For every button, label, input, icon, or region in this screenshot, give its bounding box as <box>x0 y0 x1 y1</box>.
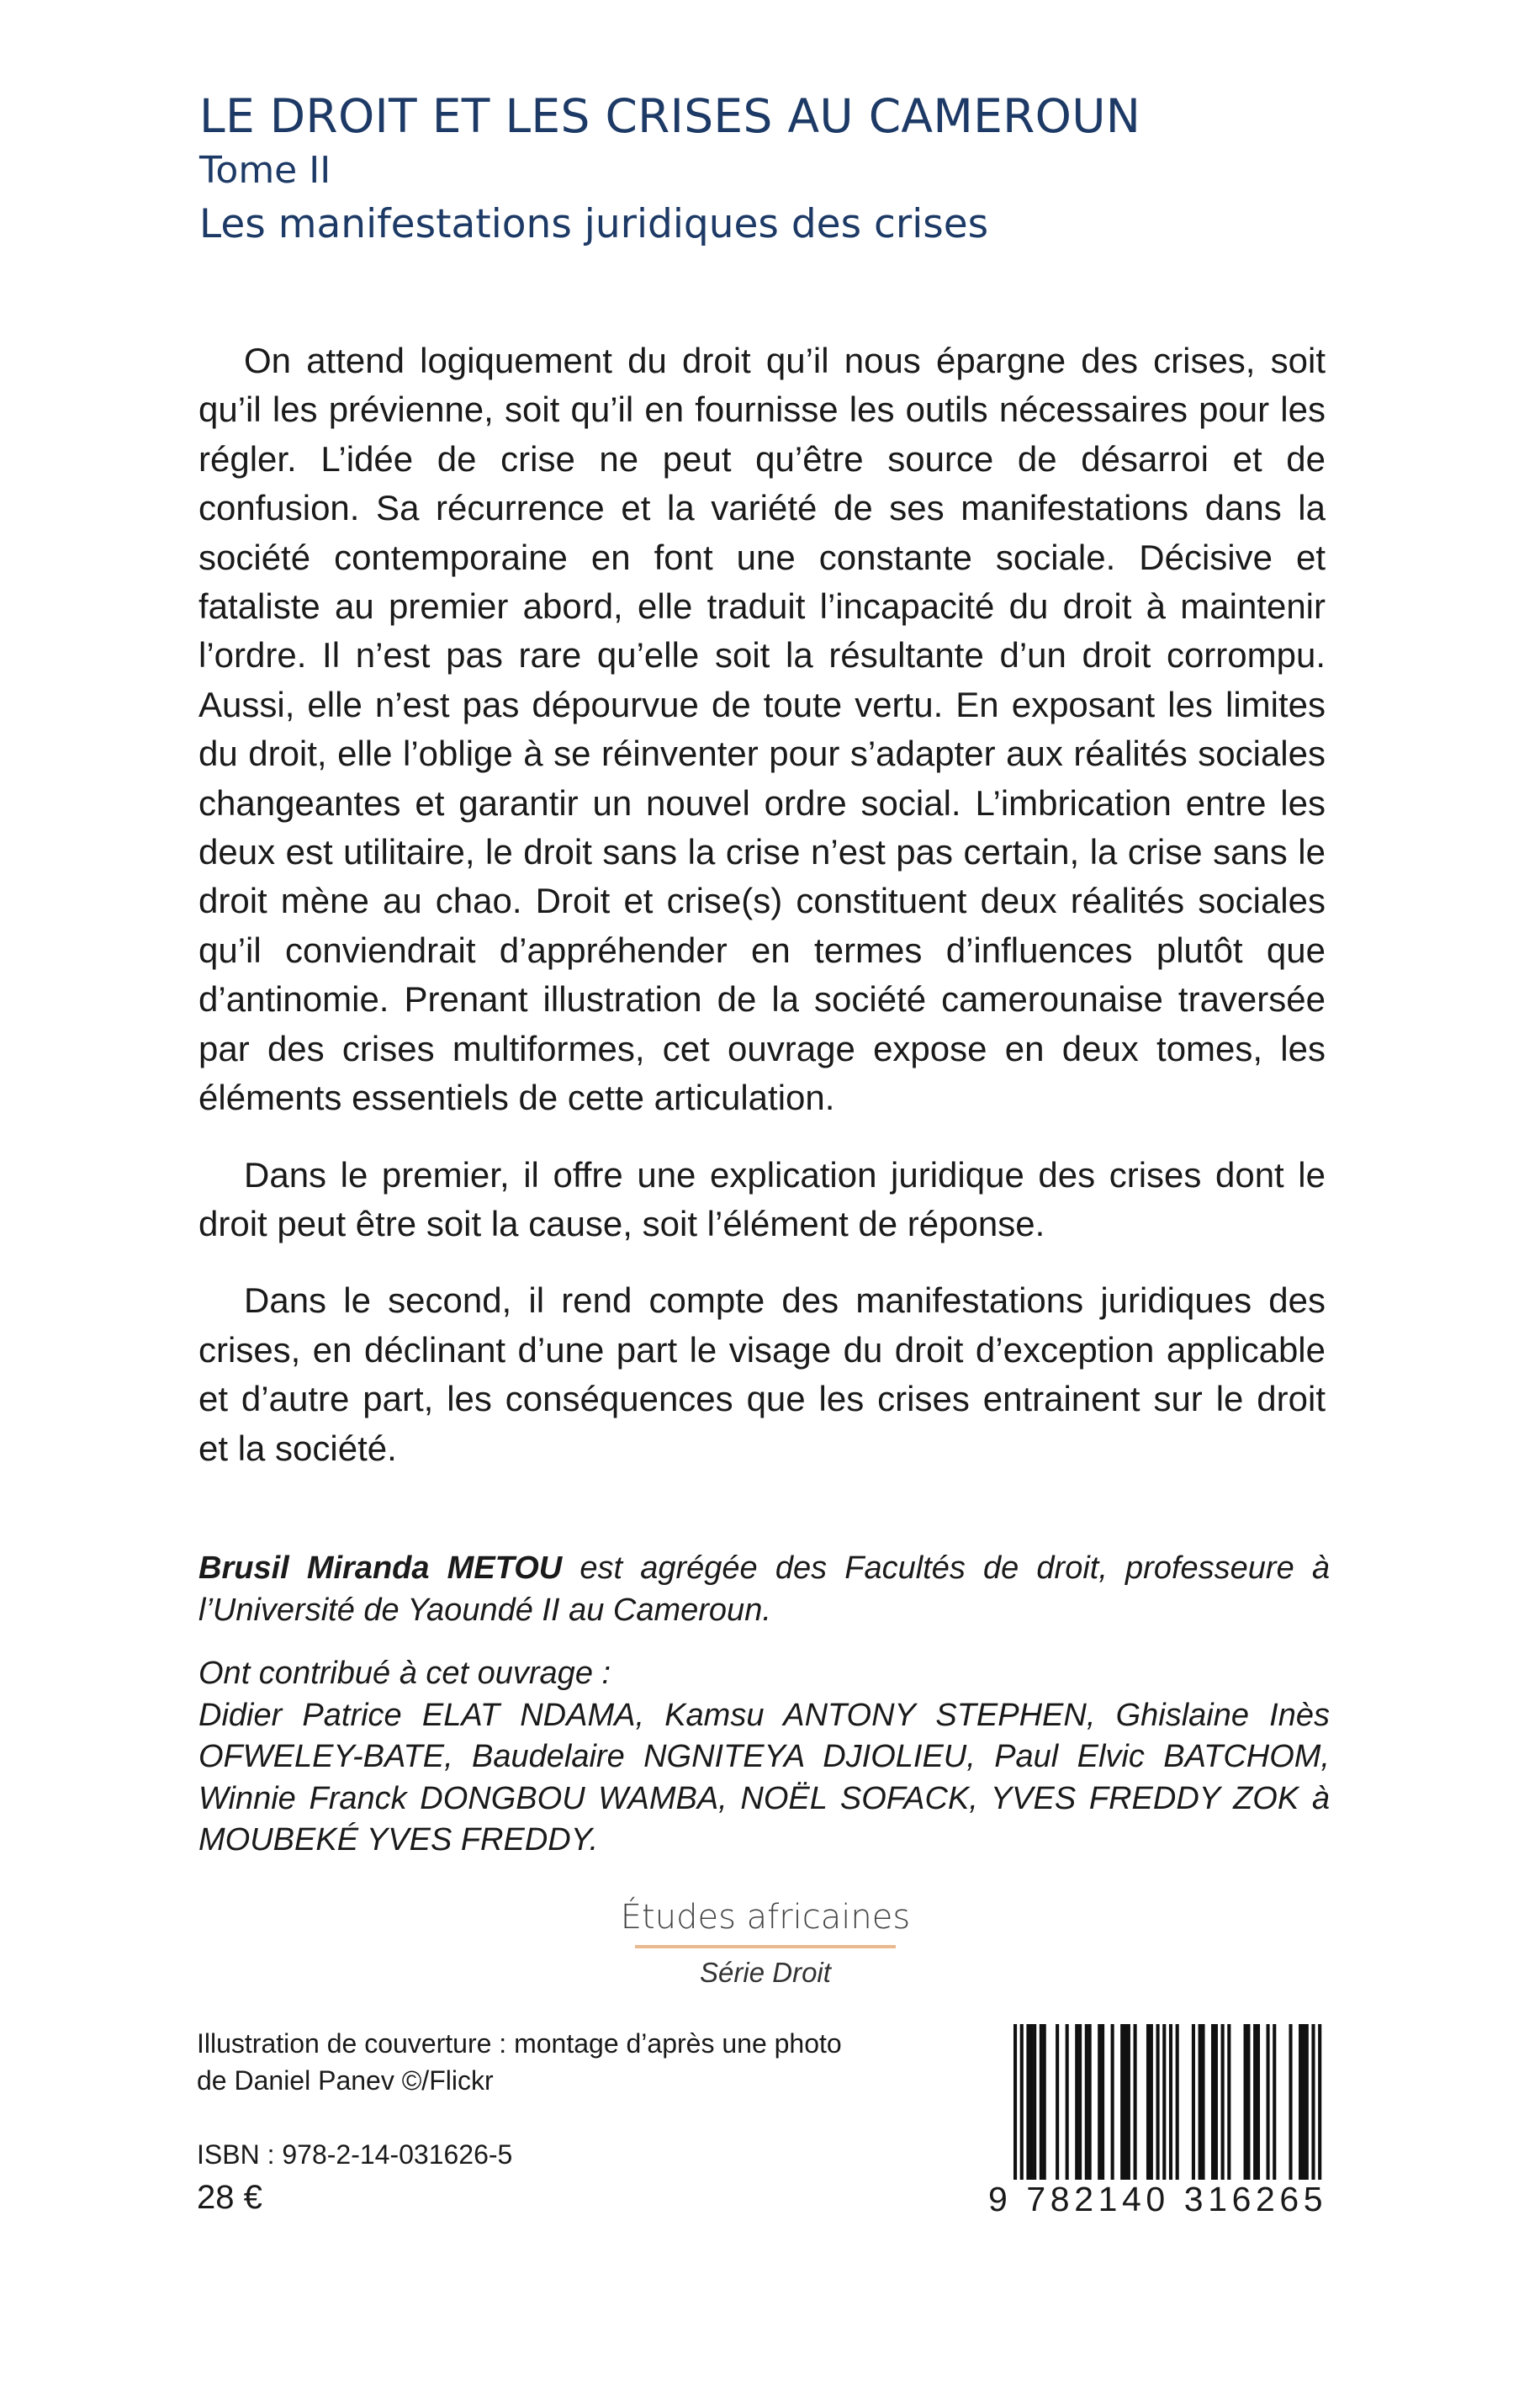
barcode-bar <box>1088 2024 1092 2180</box>
blurb <box>198 337 1326 1501</box>
barcode-bar <box>1257 2024 1260 2180</box>
price: 28 € <box>197 2179 262 2216</box>
barcode-bar <box>1085 2024 1088 2180</box>
contributors <box>198 1653 1330 1862</box>
barcode-bar <box>1221 2024 1225 2180</box>
series-name: Études africaines <box>620 1898 911 1937</box>
barcode <box>988 2024 1328 2219</box>
book-subtitle: Les manifestations juridiques des crises <box>199 201 989 247</box>
barcode-bar <box>1013 2024 1017 2180</box>
barcode-bar <box>1124 2024 1127 2180</box>
series-subname: Série Droit <box>700 1957 831 1988</box>
contributors-names: Didier Patrice ELAT NDAMA, Kamsu ANTONY STEPHEN, Ghislaine Inès OFWELEY-BATE, Baudelaire NGNITEYA DJIOLIEU, Paul Elvic BATCHOM, Winnie Franck DONGBOU WAMBA, NOËL SOFACK, YVES FREDDY ZOK à MOUBEKÉ YVES FREDDY. <box>198 1697 1330 1858</box>
barcode-bar <box>1215 2024 1218 2180</box>
barcode-bar <box>1244 2024 1247 2180</box>
barcode-bar <box>1192 2024 1195 2180</box>
barcode-bar <box>1246 2024 1250 2180</box>
barcode-bar <box>1273 2024 1276 2180</box>
barcode-bar <box>1098 2024 1101 2180</box>
barcode-bar <box>1043 2024 1046 2180</box>
barcode-bar <box>1227 2024 1230 2180</box>
barcode-bar <box>1162 2024 1166 2180</box>
barcode-bar <box>1146 2024 1150 2180</box>
barcode-bar <box>1033 2024 1036 2180</box>
barcode-bar <box>1056 2024 1059 2180</box>
barcode-bar <box>1101 2024 1104 2180</box>
barcode-bar <box>1267 2024 1270 2180</box>
barcode-bar <box>1211 2024 1215 2180</box>
barcode-bar <box>1150 2024 1153 2180</box>
series-divider <box>635 1945 896 1948</box>
barcode-bar <box>1311 2024 1315 2180</box>
author-bio <box>198 1548 1330 1631</box>
blurb-paragraph-2: Dans le premier, il offre une explication juridique des crises dont le droit peut être soit la cause, soit l’élément de réponse. <box>198 1154 1326 1243</box>
barcode-bar <box>1289 2024 1292 2180</box>
barcode-bar <box>1176 2024 1179 2180</box>
barcode-bars <box>988 2024 1325 2180</box>
series-logo <box>589 1893 942 1992</box>
barcode-bar <box>1066 2024 1069 2180</box>
author-name: Brusil Miranda METOU <box>198 1550 563 1586</box>
contributors-label: Ont contribué à cet ouvrage : <box>198 1656 611 1691</box>
barcode-bar <box>1040 2024 1043 2180</box>
author-bio-text: est agrégée des Facultés de droit, professeure à l’Université de Yaoundé II au Cameroun. <box>198 1550 1330 1628</box>
isbn: ISBN : 978-2-14-031626-5 <box>197 2139 513 2170</box>
book-title: LE DROIT ET LES CRISES AU CAMEROUN <box>199 89 1141 143</box>
barcode-bar <box>1120 2024 1124 2180</box>
blurb-paragraph-1: On attend logiquement du droit qu’il nous épargne des crises, soit qu’il les prévienne, soit qu’il en fournisse les outils nécessaires pour les régler. L’idée de crise ne peut qu’être source de désarroi et de confusion. Sa récurrence et la variété de ses manifestations dans la société contemporaine en font une constante sociale. Décisive et fataliste au premier abord, elle traduit l’incapacité du droit à maintenir l’ordre. Il n’est pas rare qu’elle soit la résultante d’un droit corrompu. Aussi, elle n’est pas dépourvue de toute vertu. En exposant les limites du droit, elle l’oblige à se réinventer pour s’adapter aux réalités sociales changeantes et garantir un nouvel ordre social. L’imbrication entre les deux est utilitaire, le droit sans la crise n’est pas certain, la crise sans le droit mène au chao. Droit et crise(s) constituent deux réalités sociales qu’il conviendrait d’appréhender en termes d’influences plutôt que d’antinomie. Prenant illustration de la société camerounaise traversée par des crises multiformes, cet ouvrage expose en deux tomes, les éléments essentiels de cette articulation. <box>198 341 1326 1118</box>
volume-label: Tome II <box>199 149 331 192</box>
author-section <box>198 1548 1330 1884</box>
barcode-bar <box>1020 2024 1024 2180</box>
barcode-bar <box>1075 2024 1078 2180</box>
barcode-bar <box>1302 2024 1305 2180</box>
cover-credit-line-2: de Daniel Panev ©/Flickr <box>197 2065 494 2096</box>
barcode-bar <box>1305 2024 1309 2180</box>
barcode-digits: 9 782140 316265 <box>988 2180 1328 2218</box>
barcode-bar <box>1026 2024 1029 2180</box>
barcode-bar <box>1111 2024 1114 2180</box>
blurb-paragraph-3: Dans le second, il rend compte des manifestations juridiques des crises, en déclinant d’une part le visage du droit d’exception applicable et d’autre part, les conséquences que les crises entrainent sur le droit et la société. <box>198 1280 1326 1468</box>
cover-credit-line-1: Illustration de couverture : montage d’après une photo <box>197 2028 842 2059</box>
barcode-bar <box>1078 2024 1082 2180</box>
barcode-bar <box>1318 2024 1321 2180</box>
barcode-bar <box>1156 2024 1160 2180</box>
barcode-bar <box>1253 2024 1257 2180</box>
barcode-bar <box>1127 2024 1130 2180</box>
barcode-bar <box>1029 2024 1033 2180</box>
barcode-bar <box>1201 2024 1204 2180</box>
cover-credit <box>197 2025 920 2099</box>
barcode-bar <box>1134 2024 1137 2180</box>
book-header <box>199 84 1377 256</box>
barcode-bar <box>1169 2024 1172 2180</box>
barcode-bar <box>1299 2024 1302 2180</box>
barcode-bar <box>1199 2024 1202 2180</box>
